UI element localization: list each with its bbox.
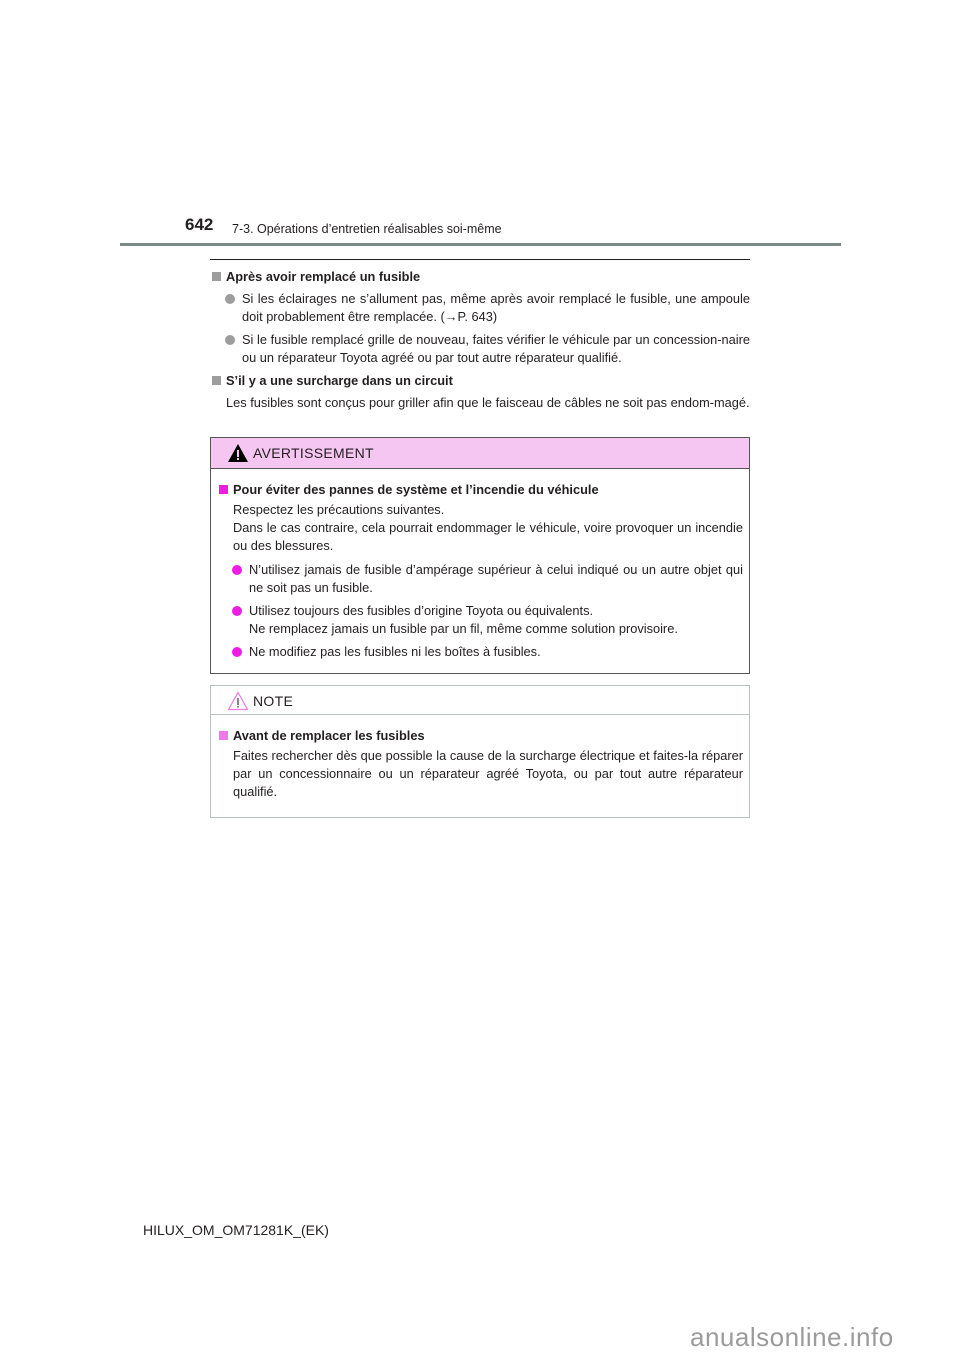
list-item-text: Utilisez toujours des fusibles d’origine Toyota ou équivalents. — [249, 603, 594, 618]
document-code: HILUX_OM_OM71281K_(EK) — [143, 1222, 329, 1238]
circle-bullet-icon — [232, 565, 242, 575]
square-bullet-icon — [212, 272, 221, 281]
list-item-text: N’utilisez jamais de fusible d’ampérage supérieur à celui indiqué ou un autre objet qui ne soit pas un fusible. — [249, 562, 743, 595]
list-item — [217, 643, 743, 661]
text-line: Dans le cas contraire, cela pourrait endommager le véhicule, voire provoquer un incendie ou des blessures. — [233, 520, 743, 553]
list-item — [210, 290, 750, 326]
square-bullet-icon — [219, 485, 228, 494]
text-line: Respectez les précautions suivantes. — [233, 502, 445, 517]
warning-title: AVERTISSEMENT — [253, 445, 374, 461]
section-heading — [210, 372, 750, 390]
section-title: 7-3. Opérations d’entretien réalisables soi-même — [232, 222, 502, 236]
watermark: anualsonline.info — [690, 1322, 894, 1352]
note-title: NOTE — [253, 693, 294, 709]
header-rule — [120, 243, 841, 246]
list-item-text: Si les éclairages ne s’allument pas, même après avoir remplacé le fusible, une ampoule doit probablement être remplacée. (→P. 643) — [242, 291, 750, 324]
list-item — [217, 561, 743, 597]
heading-text: S’il y a une surcharge dans un circuit — [226, 373, 453, 388]
heading-text: Après avoir remplacé un fusible — [226, 269, 421, 284]
page-number: 642 — [185, 215, 214, 234]
circle-bullet-icon — [232, 606, 242, 616]
list-item — [210, 331, 750, 367]
heading-text: Avant de remplacer les fusibles — [233, 728, 425, 743]
warning-text — [217, 501, 743, 555]
warning-triangle-icon — [227, 443, 249, 463]
square-bullet-icon — [212, 376, 221, 385]
caution-triangle-outline-icon — [227, 691, 249, 711]
main-content — [210, 268, 750, 412]
square-bullet-icon — [219, 731, 228, 740]
circle-bullet-icon — [232, 647, 242, 657]
content-rule — [210, 259, 750, 260]
section-heading — [210, 268, 750, 286]
warning-heading — [217, 481, 743, 499]
warning-header — [211, 438, 749, 469]
list-item — [217, 602, 743, 638]
list-item-text: Ne remplacez jamais un fusible par un fil, même comme solution provisoire. — [249, 621, 678, 636]
note-header — [211, 686, 749, 715]
note-text: Faites rechercher dès que possible la cause de la surcharge électrique et faites-la réparer par un concessionnaire ou un réparateur agréé Toyota, ou par tout autre réparateur qualifié. — [233, 748, 743, 799]
circle-bullet-icon — [225, 294, 235, 304]
paragraph: Les fusibles sont conçus pour griller afin que le faisceau de câbles ne soit pas endom-magé. — [226, 395, 750, 410]
note-heading — [217, 727, 743, 745]
list-item-text: Ne modifiez pas les fusibles ni les boîtes à fusibles. — [249, 644, 541, 659]
warning-box — [210, 437, 750, 674]
heading-text: Pour éviter des pannes de système et l’incendie du véhicule — [233, 482, 599, 497]
note-box — [210, 685, 750, 818]
list-item-text: Si le fusible remplacé grille de nouveau, faites vérifier le véhicule par un concession-naire ou un réparateur Toyota agréé ou par tout autre réparateur qualifié. — [242, 332, 750, 365]
circle-bullet-icon — [225, 335, 235, 345]
